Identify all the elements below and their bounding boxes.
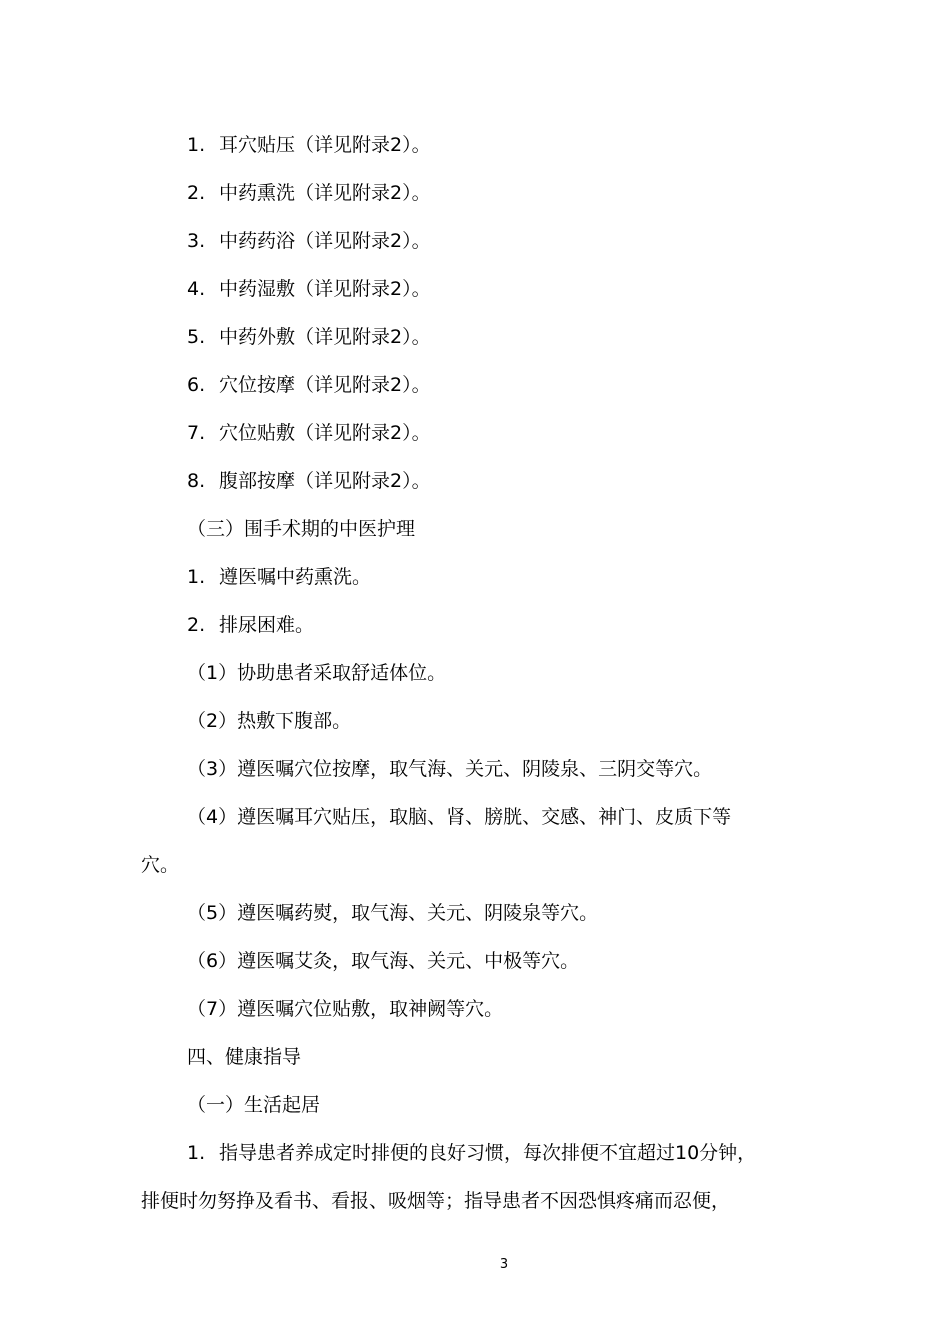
- list-item: [187, 277, 431, 301]
- list-item: [187, 229, 431, 253]
- list-number: 1.: [187, 134, 206, 156]
- sub-item: （2）热敷下腹部。: [187, 710, 352, 732]
- list-text: 中药熏洗（详见附录2）。: [219, 182, 431, 204]
- list-text: 中药外敷（详见附录2）。: [219, 326, 431, 348]
- list-text: 中药湿敷（详见附录2）。: [219, 278, 431, 300]
- list-item: [187, 133, 431, 157]
- list-item: [187, 613, 314, 637]
- sub-item: （7）遵医嘱穴位贴敷，取神阙等穴。: [187, 998, 504, 1020]
- list-text: 腹部按摩（详见附录2）。: [219, 470, 431, 492]
- list-number: 3.: [187, 230, 206, 252]
- sub-item: （1）协助患者采取舒适体位。: [187, 662, 447, 684]
- list-item: [187, 565, 371, 589]
- list-text: 穴位按摩（详见附录2）。: [219, 374, 431, 396]
- sub-item-continuation: 穴。: [141, 854, 180, 876]
- sub-item: （6）遵医嘱艾灸，取气海、关元、中极等穴。: [187, 950, 580, 972]
- list-text: 耳穴贴压（详见附录2）。: [219, 134, 431, 156]
- list-text: 穴位贴敷（详见附录2）。: [219, 422, 431, 444]
- paragraph-line: 排便时勿努挣及看书、看报、吸烟等；指导患者不因恐惧疼痛而忍便，: [141, 1190, 731, 1212]
- list-number: 1.: [187, 1142, 206, 1164]
- list-item: [187, 421, 431, 445]
- list-number: 4.: [187, 278, 206, 300]
- list-number: 8.: [187, 470, 206, 492]
- list-number: 2.: [187, 614, 206, 636]
- paragraph-text: 指导患者养成定时排便的良好习惯，每次排便不宜超过10分钟，: [219, 1142, 757, 1164]
- list-number: 7.: [187, 422, 206, 444]
- list-text: 遵医嘱中药熏洗。: [219, 566, 372, 588]
- list-text: 中药药浴（详见附录2）。: [219, 230, 431, 252]
- sub-item: （4）遵医嘱耳穴贴压，取脑、肾、膀胱、交感、神门、皮质下等: [187, 806, 732, 828]
- list-number: 5.: [187, 326, 206, 348]
- list-number: 6.: [187, 374, 206, 396]
- section-heading: 四、健康指导: [187, 1046, 302, 1068]
- sub-item: （3）遵医嘱穴位按摩，取气海、关元、阴陵泉、三阴交等穴。: [187, 758, 713, 780]
- section-heading: （三）围手术期的中医护理: [187, 518, 416, 540]
- list-number: 2.: [187, 182, 206, 204]
- list-item: [187, 469, 431, 493]
- page-number: 3: [499, 1257, 509, 1272]
- subsection-heading: （一）生活起居: [187, 1094, 321, 1116]
- list-item: [187, 373, 431, 397]
- list-text: 排尿困难。: [219, 614, 315, 636]
- list-item: [187, 325, 431, 349]
- list-number: 1.: [187, 566, 206, 588]
- sub-item: （5）遵医嘱药熨，取气海、关元、阴陵泉等穴。: [187, 902, 599, 924]
- paragraph-line: [187, 1141, 756, 1165]
- list-item: [187, 181, 431, 205]
